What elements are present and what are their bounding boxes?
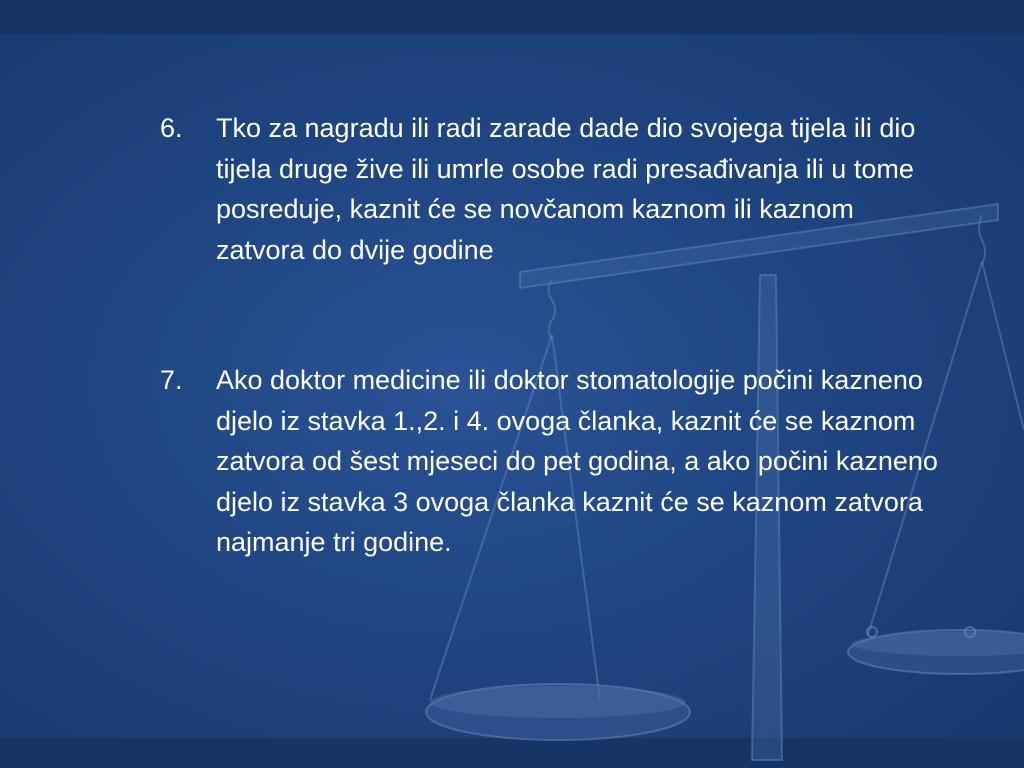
item-number: 6.	[160, 113, 183, 143]
list-item	[160, 108, 940, 270]
item-number: 7.	[160, 365, 183, 395]
list-item	[160, 360, 940, 563]
slide-content	[160, 108, 940, 563]
item-text: Tko za nagradu ili radi zarade dade dio svojega tijela ili dio tijela druge žive ili umrle osobe radi presađivanja ili u tome posreduje, kaznit će se novčanom kaznom ili kaznom zatvora do dvije godine	[216, 113, 916, 265]
item-text: Ako doktor medicine ili doktor stomatologije počini kazneno djelo iz stavka 1.,2. i 4. ovoga članka, kaznit će se kaznom zatvora od šest mjeseci do pet godina, a ako počini kazneno djelo iz stavka 3 ovoga članka kaznit će se kaznom zatvora najmanje tri godine.	[216, 365, 938, 557]
